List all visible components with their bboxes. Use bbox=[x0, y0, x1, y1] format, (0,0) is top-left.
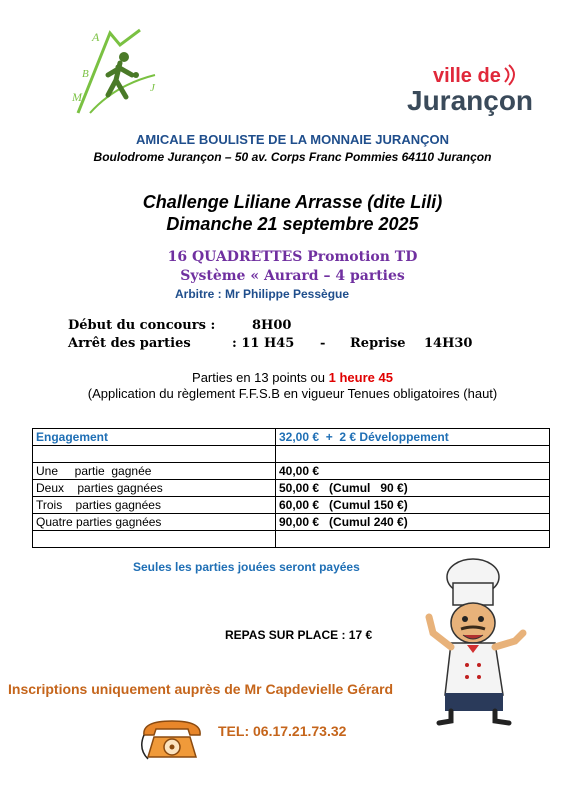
logo-letter: J bbox=[150, 82, 155, 94]
row-label: Une partie gagnée bbox=[33, 463, 276, 480]
format-quadrettes: 16 QUADRETTES Promotion TD bbox=[167, 249, 418, 265]
club-address: Boulodrome Jurançon – 50 av. Corps Franc Pommies 64110 Jurançon bbox=[93, 150, 492, 164]
row-value: 60,00 € (Cumul 150 €) bbox=[276, 497, 550, 514]
table-row bbox=[33, 446, 550, 463]
row-label bbox=[33, 446, 276, 463]
city-logo bbox=[405, 62, 535, 116]
telephone-icon bbox=[138, 715, 206, 763]
club-logo bbox=[60, 25, 170, 115]
svg-text:ville de: ville de bbox=[433, 65, 501, 87]
meal-info: REPAS SUR PLACE : 17 € bbox=[225, 628, 373, 642]
phone-number: TEL: 06.17.21.73.32 bbox=[218, 723, 347, 739]
resume-time: 14H30 bbox=[424, 336, 473, 351]
chef-illustration bbox=[415, 555, 530, 730]
payment-note: Seules les parties jouées seront payées bbox=[133, 560, 360, 574]
logo-letter: B bbox=[82, 68, 89, 80]
engagement-value: 32,00 € + 2 € Développement bbox=[276, 429, 550, 446]
stop-time: : 11 H45 bbox=[232, 336, 295, 351]
prize-table bbox=[32, 428, 550, 548]
points-rule bbox=[0, 370, 585, 385]
row-value bbox=[276, 446, 550, 463]
row-value: 90,00 € (Cumul 240 €) bbox=[276, 514, 550, 531]
schedule-dash: - bbox=[320, 336, 326, 351]
row-value: 50,00 € (Cumul 90 €) bbox=[276, 480, 550, 497]
logo-letter: M bbox=[72, 90, 82, 104]
format-system: Système « Aurard – 4 parties bbox=[180, 268, 405, 284]
row-value bbox=[276, 531, 550, 548]
table-row bbox=[33, 514, 550, 531]
resume-label: Reprise bbox=[350, 336, 406, 351]
event-date: Dimanche 21 septembre 2025 bbox=[166, 214, 419, 234]
row-label: Quatre parties gagnées bbox=[33, 514, 276, 531]
svg-text:Jurançon: Jurançon bbox=[407, 85, 534, 116]
logo-letter: A bbox=[92, 30, 100, 44]
referee-line: Arbitre : Mr Philippe Pessègue bbox=[175, 287, 350, 301]
row-label: Deux parties gagnées bbox=[33, 480, 276, 497]
table-row bbox=[33, 497, 550, 514]
regulation-note: (Application du règlement F.F.S.B en vigueur Tenues obligatoires (haut) bbox=[87, 386, 498, 401]
stop-label: Arrêt des parties bbox=[68, 336, 191, 351]
time-limit: 1 heure 45 bbox=[328, 370, 393, 385]
start-time: 8H00 bbox=[252, 318, 292, 333]
row-label bbox=[33, 531, 276, 548]
club-name: AMICALE BOULISTE DE LA MONNAIE JURANÇON bbox=[136, 132, 449, 147]
table-row bbox=[33, 463, 550, 480]
event-title: Challenge Liliane Arrasse (dite Lili) bbox=[142, 192, 443, 212]
table-row bbox=[33, 480, 550, 497]
start-label: Début du concours : bbox=[68, 318, 216, 333]
row-label: Trois parties gagnées bbox=[33, 497, 276, 514]
points-text: Parties en 13 points ou bbox=[192, 370, 329, 385]
table-header-row bbox=[33, 429, 550, 446]
table-row bbox=[33, 531, 550, 548]
registration-info: Inscriptions uniquement auprès de Mr Capdevielle Gérard bbox=[8, 681, 394, 697]
engagement-label: Engagement bbox=[33, 429, 276, 446]
row-value: 40,00 € bbox=[276, 463, 550, 480]
